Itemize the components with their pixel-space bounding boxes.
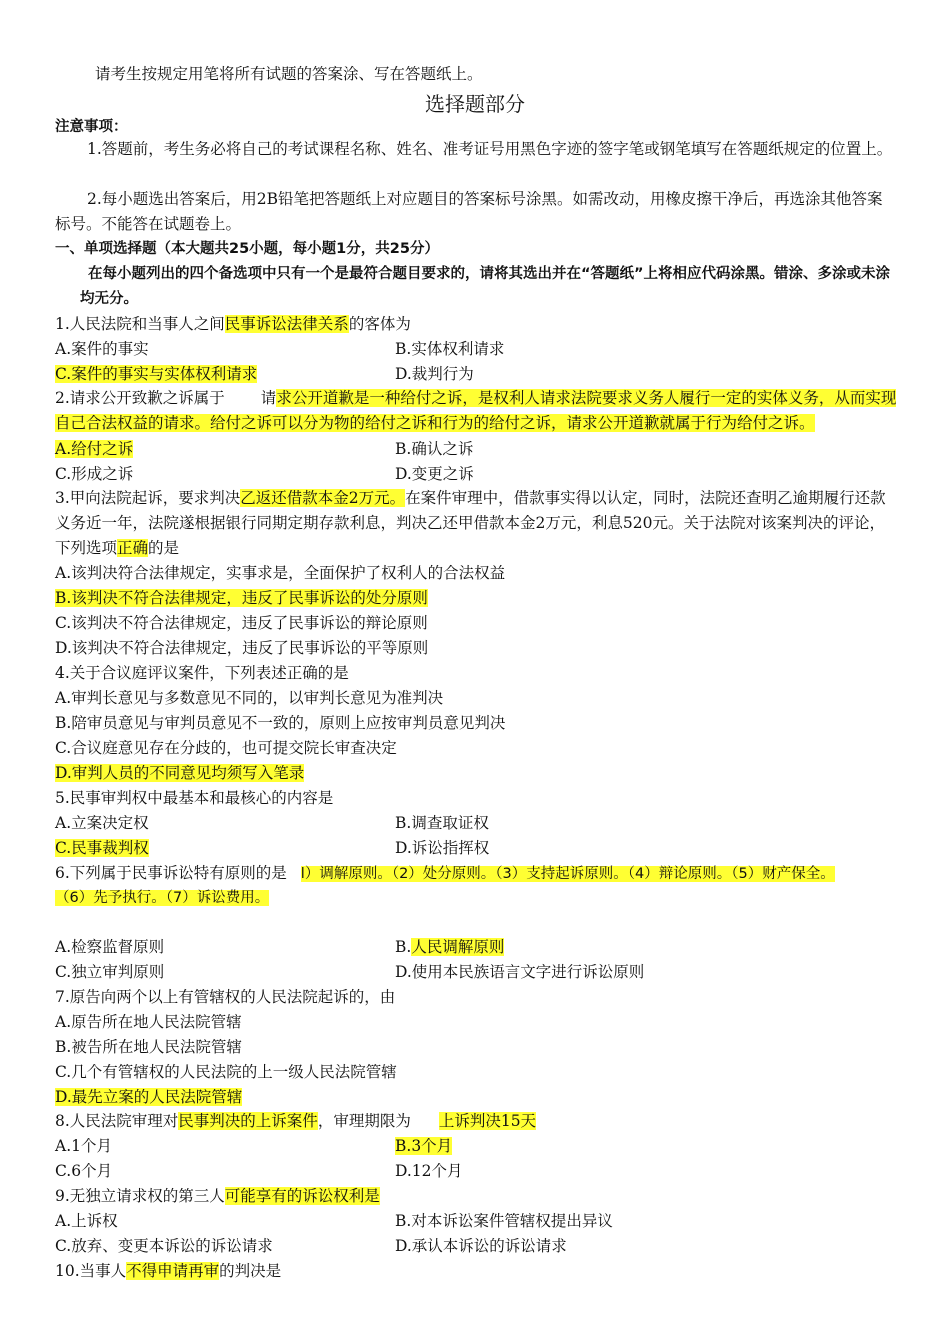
q7-option-b: B.被告所在地人民法院管辖 bbox=[55, 1038, 242, 1056]
q6-option-a: A.检察监督原则 bbox=[55, 938, 165, 956]
q2-option-a: A.给付之诉 bbox=[55, 440, 134, 458]
q4-option-c: C.合议庭意见存在分歧的，也可提交院长审查决定 bbox=[55, 739, 397, 757]
q8-option-c: C.6个月 bbox=[55, 1162, 113, 1180]
question-5: 5.民事审判权中最基本和最核心的内容是 bbox=[55, 789, 334, 807]
q3-highlight: 乙返还借款本金2万元。 bbox=[240, 489, 406, 507]
question-7: 7.原告向两个以上有管辖权的人民法院起诉的，由 bbox=[55, 988, 396, 1006]
q7-option-d: D.最先立案的人民法院管辖 bbox=[55, 1088, 243, 1106]
q8-highlight: 民事判决的上诉案件 bbox=[178, 1112, 318, 1130]
q4-option-d: D.审判人员的不同意见均须写入笔录 bbox=[55, 764, 305, 782]
question-6 bbox=[55, 863, 835, 884]
q7-option-c: C.几个有管辖权的人民法院的上一级人民法院管辖 bbox=[55, 1063, 397, 1081]
q6-option-b bbox=[395, 937, 504, 957]
q2-option-c: C.形成之诉 bbox=[55, 465, 134, 483]
notice-item-1: 1.答题前，考生务必将自己的考试课程名称、姓名、准考证号用黑色字迹的签字笔或钢笔填写在答题纸规定的位置上。 bbox=[87, 140, 893, 158]
q8-note: 上诉判决15天 bbox=[438, 1112, 537, 1130]
notice-heading: 注意事项： bbox=[55, 119, 128, 135]
q3-stem-mid: 在案件审理中，借款事实得以认定，同时，法院还查明乙逾期履行还款义务近一年，法院遂根据银行同期定期存款利息，判决乙还甲借款本金2万元，利息520元。关于法院对该案判决的评论，下列选项 bbox=[55, 489, 886, 557]
q9-option-d: D.承认本诉讼的诉讼请求 bbox=[395, 1237, 567, 1255]
q2-option-b: B.确认之诉 bbox=[395, 440, 474, 458]
q1-stem-pre: 1.人民法院和当事人之间 bbox=[55, 315, 225, 333]
q9-stem-pre: 9.无独立请求权的第三人 bbox=[55, 1187, 225, 1205]
q8-stem-post: ，审理期限为 bbox=[317, 1112, 411, 1130]
q10-stem-post: 的判决是 bbox=[219, 1262, 282, 1280]
question-10 bbox=[55, 1261, 281, 1281]
q9-option-b: B.对本诉讼案件管辖权提出异议 bbox=[395, 1212, 613, 1230]
part-heading: 一、单项选择题（本大题共25小题，每小题1分，共25分） bbox=[55, 241, 439, 257]
q10-stem-pre: 10.当事人 bbox=[55, 1262, 127, 1280]
q1-highlight: 民事诉讼法律关系 bbox=[224, 315, 349, 333]
q6-option-b-prefix: B. bbox=[395, 938, 412, 956]
q3-option-c: C.该判决不符合法律规定，违反了民事诉讼的辩论原则 bbox=[55, 614, 428, 632]
part-instruction: 在每小题列出的四个备选项中只有一个是最符合题目要求的，请将其选出并在“答题纸”上将相应代码涂黑。错涂、多涂或未涂均无分。 bbox=[80, 266, 891, 307]
q1-option-c: C.案件的事实与实体权利请求 bbox=[55, 365, 258, 383]
q8-stem-pre: 8.人民法院审理对 bbox=[55, 1112, 179, 1130]
q8-option-b: B.3个月 bbox=[395, 1137, 453, 1155]
q3-option-b: B.该判决不符合法律规定，违反了民事诉讼的处分原则 bbox=[55, 589, 428, 607]
notice-item-2: 2.每小题选出答案后，用2B铅笔把答题纸上对应题目的答案标号涂黑。如需改动，用橡皮擦干净后，再选涂其他答案标号。不能答在试题卷上。 bbox=[55, 190, 883, 233]
q5-option-a: A.立案决定权 bbox=[55, 814, 149, 832]
q1-stem-post: 的客体为 bbox=[348, 315, 411, 333]
question-1 bbox=[55, 314, 411, 334]
q3-option-a: A.该判决符合法律规定，实事求是，全面保护了权利人的合法权益 bbox=[55, 564, 506, 582]
q6-stem: 6.下列属于民事诉讼特有原则的是 bbox=[55, 864, 287, 882]
question-3 bbox=[55, 486, 897, 561]
q2-note: 求公开道歉是一种给付之诉，是权利人请求法院要求义务人履行一定的实体义务，从而实现自己合法权益的请求。给付之诉可以分为物的给付之诉和行为的给付之诉，请求公开道歉就属于行为给付之诉。 bbox=[55, 389, 897, 432]
q6-option-d: D.使用本民族语言文字进行诉讼原则 bbox=[395, 963, 645, 981]
q9-option-a: A.上诉权 bbox=[55, 1212, 118, 1230]
q3-stem-pre: 3.甲向法院起诉，要求判决 bbox=[55, 489, 241, 507]
section-title: 选择题部分 bbox=[425, 92, 525, 116]
question-9 bbox=[55, 1186, 380, 1206]
q3-stem-post: 的是 bbox=[148, 539, 180, 557]
q3-option-d: D.该判决不符合法律规定，违反了民事诉讼的平等原则 bbox=[55, 639, 429, 657]
question-4: 4.关于合议庭评议案件，下列表述正确的是 bbox=[55, 664, 349, 682]
q1-option-b: B.实体权利请求 bbox=[395, 340, 505, 358]
q1-option-a: A.案件的事实 bbox=[55, 340, 149, 358]
q8-option-a: A.1个月 bbox=[55, 1137, 112, 1155]
question-2 bbox=[55, 386, 897, 436]
q6-note-2: （6）先予执行。（7）诉讼费用。 bbox=[55, 890, 270, 906]
q10-highlight: 不得申请再审 bbox=[126, 1262, 220, 1280]
q6-option-c: C.独立审判原则 bbox=[55, 963, 165, 981]
q2-note-start: 请 bbox=[260, 389, 277, 407]
q7-option-a: A.原告所在地人民法院管辖 bbox=[55, 1013, 242, 1031]
q5-option-b: B.调查取证权 bbox=[395, 814, 489, 832]
question-8 bbox=[55, 1111, 536, 1131]
q1-option-d: D.裁判行为 bbox=[395, 365, 474, 383]
q9-option-c: C.放弃、变更本诉讼的诉讼请求 bbox=[55, 1237, 273, 1255]
q4-option-a: A.审判长意见与多数意见不同的，以审判长意见为准判决 bbox=[55, 689, 444, 707]
q2-stem: 2.请求公开致歉之诉属于 bbox=[55, 389, 225, 407]
q5-option-c: C.民事裁判权 bbox=[55, 839, 149, 857]
q6-option-b-text: 人民调解原则 bbox=[411, 938, 505, 956]
q5-option-d: D.诉讼指挥权 bbox=[395, 839, 490, 857]
q9-highlight: 可能享有的诉讼权利是 bbox=[224, 1187, 380, 1205]
q2-option-d: D.变更之诉 bbox=[395, 465, 474, 483]
q6-note-1: l）调解原则。（2）处分原则。（3）支持起诉原则。（4）辩论原则。（5）财产保全。 bbox=[300, 866, 835, 882]
intro-text: 请考生按规定用笔将所有试题的答案涂、写在答题纸上。 bbox=[95, 65, 483, 83]
q8-option-d: D.12个月 bbox=[395, 1162, 463, 1180]
q4-option-b: B.陪审员意见与审判员意见不一致的，原则上应按审判员意见判决 bbox=[55, 714, 506, 732]
q3-highlight-2: 正确 bbox=[117, 539, 149, 557]
